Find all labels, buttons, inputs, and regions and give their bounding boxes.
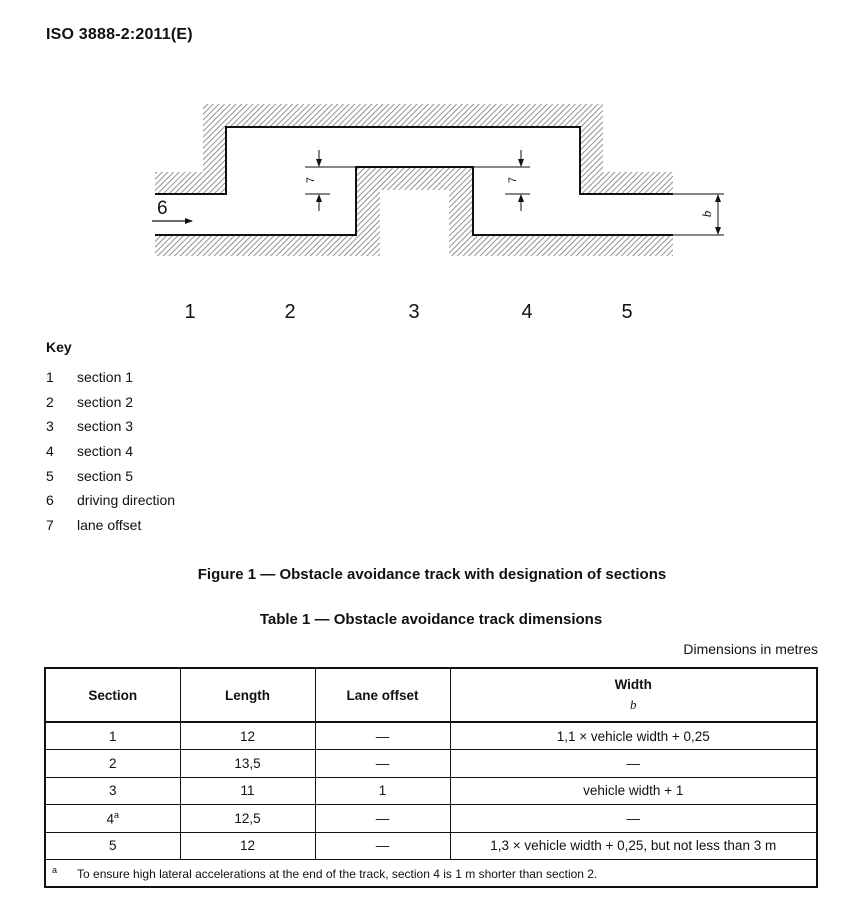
section-numbers	[184, 301, 632, 323]
header-width-label: Width	[614, 676, 652, 692]
table-caption: Table 1 — Obstacle avoidance track dimensions	[259, 611, 603, 628]
key-label: section 1	[77, 369, 134, 386]
cell-section: 5	[45, 832, 180, 860]
cell-length: 11	[180, 777, 315, 805]
table-row	[45, 722, 817, 750]
header-width	[450, 668, 817, 722]
section-number-5: 5	[621, 301, 633, 323]
key-number: 5	[46, 467, 54, 484]
cell-section: 4$^a$	[45, 805, 180, 833]
lane-offset-callout-right: 7	[507, 176, 519, 184]
key-number: 2	[46, 393, 54, 410]
key-number: 7	[46, 516, 54, 533]
cell-width: vehicle width + 1	[450, 777, 817, 805]
driving-direction	[152, 198, 192, 221]
header-lane-offset: Lane offset	[315, 668, 450, 722]
key-number: 3	[46, 418, 54, 435]
section-number-1: 1	[184, 301, 196, 323]
document-header: ISO 3888-2:2011(E)	[46, 26, 193, 43]
footnote-ref: a	[114, 810, 120, 820]
section-number-3: 3	[408, 301, 420, 323]
cell-length: 13,5	[180, 750, 315, 778]
cell-width: 1,1 × vehicle width + 0,25	[450, 722, 817, 750]
section-number-4: 4	[521, 301, 533, 323]
figure-caption: Figure 1 — Obstacle avoidance track with designation of sections	[197, 566, 667, 583]
table-header-row	[45, 668, 817, 722]
footnote-text: To ensure high lateral accelerations at the end of the track, section 4 is 1 m shorter than section 2.	[77, 867, 598, 881]
key-item	[46, 390, 175, 415]
key-item	[46, 414, 175, 439]
key-item	[46, 365, 175, 390]
lane-offset-dimension-left	[305, 150, 356, 211]
table-row	[45, 805, 817, 833]
header-section: Section	[45, 668, 180, 722]
width-dimension	[673, 194, 724, 235]
header-width-symbol: b	[630, 697, 637, 713]
table-row	[45, 777, 817, 805]
cell-section: 2	[45, 750, 180, 778]
cell-lane-offset: —	[315, 722, 450, 750]
cell-width: —	[450, 750, 817, 778]
key-number: 1	[46, 369, 54, 386]
key-item	[46, 439, 175, 464]
lane-offset-dimension-right	[473, 150, 530, 211]
key-list	[46, 365, 175, 537]
cell-section: 1	[45, 722, 180, 750]
table-row	[45, 750, 817, 778]
footnote-mark: a	[52, 865, 58, 875]
cell-lane-offset: —	[315, 750, 450, 778]
key-title: Key	[46, 339, 72, 355]
section-number-2: 2	[284, 301, 296, 323]
dimensions-table	[44, 667, 818, 888]
units-note: Dimensions in metres	[683, 641, 818, 657]
cell-lane-offset: —	[315, 832, 450, 860]
cell-width: —	[450, 805, 817, 833]
key-number: 6	[46, 492, 54, 509]
cell-width: 1,3 × vehicle width + 0,25, but not less than 3 m	[450, 832, 817, 860]
table-footnote	[45, 860, 817, 888]
track-diagram	[0, 0, 852, 340]
key-number: 4	[46, 443, 54, 460]
key-label: driving direction	[77, 492, 176, 509]
cell-lane-offset: —	[315, 805, 450, 833]
cell-length: 12	[180, 722, 315, 750]
key-label: section 2	[77, 393, 134, 410]
driving-direction-callout: 6	[157, 198, 168, 219]
key-item	[46, 463, 175, 488]
cell-length: 12,5	[180, 805, 315, 833]
width-symbol: b	[699, 210, 714, 218]
cell-section: 3	[45, 777, 180, 805]
table-footnote-row	[45, 860, 817, 888]
key-label: section 4	[77, 443, 134, 460]
lane-offset-callout-left: 7	[305, 176, 317, 184]
key-label: lane offset	[77, 516, 142, 533]
key-label: section 3	[77, 418, 134, 435]
header-length: Length	[180, 668, 315, 722]
cell-lane-offset: 1	[315, 777, 450, 805]
table-row	[45, 832, 817, 860]
key-label: section 5	[77, 467, 134, 484]
key-item	[46, 513, 175, 538]
cell-length: 12	[180, 832, 315, 860]
key-item	[46, 488, 175, 513]
